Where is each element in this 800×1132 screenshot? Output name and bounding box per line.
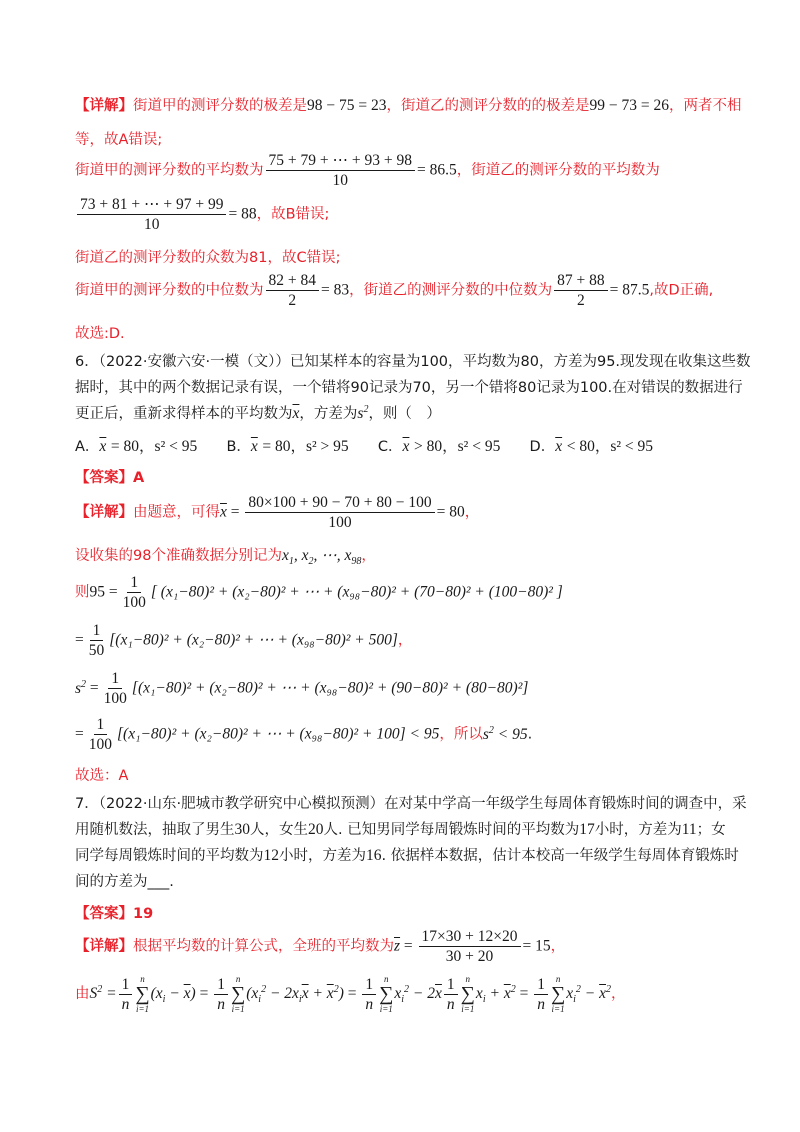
fraction: $\frac{82 + 84}{2}$ [266,272,320,309]
q6-stem-line-2: 据时，其中的两个数据记录有误，一个错将90记录为70，另一个错将80记录为100.在对错误的数据进行 [75,380,743,396]
q7-stem-line-4: 间的方差为___. [75,874,174,890]
fraction: $\frac{1}{50}$ [88,622,105,659]
q7-stem-line-2: 用随机数法，抽取了男生30人，女生20人. 已知男同学每周锻炼时间的平均数为17小时，方差为11；女 [75,821,726,838]
option-a[interactable]: A．$\overline{x} = 80$，s² < 95 [75,438,198,455]
fraction: $\frac{17\times 30 + 12\times 20}{30 + 20}$ [419,928,521,965]
fraction: $\frac{80\times 100 + 90 - 70 + 80 - 100}{100}$ [245,494,434,531]
option-c[interactable]: C．$\overline{x} > 80$，s² < 95 [377,438,501,455]
q7-answer: 【答案】19 [75,906,154,922]
fraction: $\frac{1}{100}$ [122,574,146,611]
q6-answer: 【答案】A [75,470,145,486]
q5-detail-line-2: 等，故A错误; [75,132,163,148]
q6-detail-line-5: $s^2$ = $\frac{1}{100}$ [(x₁−80)² + (x₂−80)² + ⋯ + (x₉₈−80)² + (90−80)² + (80−80)²] [75,670,529,707]
option-b[interactable]: B．$\overline{x} = 80$，s² > 95 [226,438,349,455]
fraction: $\frac{87 + 88}{2}$ [554,272,608,309]
q6-detail-line-3: 则95 = $\frac{1}{100}$ [ (x₁−80)² + (x₂−80)² + ⋯ + (x₉₈−80)² + (70−80)² + (100−80)² ] [75,574,563,611]
fraction: $\frac{1}{100}$ [103,670,127,707]
q7-stem-line-3: 同学每周锻炼时间的平均数为12小时，方差为16. 依据样本数据，估计本校高一年级学生每周体育锻炼时 [75,847,739,864]
q7-stem-line-1: 7．（2022·山东·肥城市教学研究中心模拟预测）在对某中学高一年级学生每周体育锻炼时间的调查中，采 [75,796,747,812]
q5-choice: 故选:D. [75,326,125,342]
option-d[interactable]: D．$\overline{x} < 80$，s² < 95 [529,438,654,455]
q6-options [75,434,725,456]
q5-detail-line-3: 街道甲的测评分数的平均数为 $\frac{75 + 79 + \cdots + 93 + 98}{10}$ = 86.5，街道乙的测评分数的平均数为 [75,152,660,189]
q6-detail-line-1: 【详解】由题意，可得$\overline{x}$ = $\frac{80\times 100 + 90 - 70 + 80 - 100}{100}$ = 80， [75,494,480,531]
fraction: $\frac{75 + 79 + \cdots + 93 + 98}{10}$ [266,152,415,189]
q6-stem-line-1: 6．（2022·安徽六安·一模（文））已知某样本的容量为100，平均数为80，方差为95.现发现在收集这些数 [75,354,751,370]
fraction: $\frac{1}{100}$ [88,716,112,753]
q6-choice: 故选：A [75,768,129,784]
q6-stem-line-3: 更正后，重新求得样本的平均数为$\overline{x}$，方差为$s^2$，则（ ） [75,403,441,422]
q6-detail-line-4: = $\frac{1}{50}$ [(x₁−80)² + (x₂−80)² + ⋯ + (x₉₈−80)² + 500]， [75,622,413,659]
q5-detail-line-5: 街道乙的测评分数的众数为81，故C错误; [75,250,341,266]
q7-detail-line-1: 【详解】根据平均数的计算公式，全班的平均数为$\overline{z}$ = $\frac{17\times 30 + 12\times 20}{30 + 20}$ = 15， [75,928,566,965]
q5-detail-line-1: 【详解】街道甲的测评分数的极差是98 − 75 = 23，街道乙的测评分数的的极差是99 − 73 = 26，两者不相 [75,97,742,114]
q6-detail-line-2: 设收集的98个准确数据分别记为$x_1$, $x_2$, ⋯, $x_{98}$， [75,547,376,568]
q7-detail-line-2: 由$S^2$ = $\frac{1}{n}$ n ∑ i=1 $(x_i - \overline{x})$ = $\frac{1}{n}$ n ∑ i=1 $(x_i^2 - 2x_i\overline{x} + \overline{x}^2)$ = $\frac{1}{n}$ n ∑ i=1 $x_i^2 - 2\overline{x}$ $\frac{1}{n}$ n ∑ i=1 $x_i + \overline{x}^2$ = $\frac{1}{n}$ n ∑ i=1 $x_i^2 - \overline{x}^2$， [75,974,626,1014]
detail-tag: 【详解】 [75,98,133,114]
q5-detail-line-4: $\frac{73 + 81 + \cdots + 97 + 99}{10}$ = 88，故B错误; [75,196,725,233]
fraction: $\frac{73 + 81 + \cdots + 97 + 99}{10}$ [77,196,226,233]
q6-detail-line-6: = $\frac{1}{100}$ [(x₁−80)² + (x₂−80)² + ⋯ + (x₉₈−80)² + 100] < 95，所以$s^2 < 95$. [75,716,533,753]
q5-detail-line-6: 街道甲的测评分数的中位数为 $\frac{82 + 84}{2}$ = 83，街道乙的测评分数的中位数为 $\frac{87 + 88}{2}$ = 87.5,故D正确, [75,272,714,309]
